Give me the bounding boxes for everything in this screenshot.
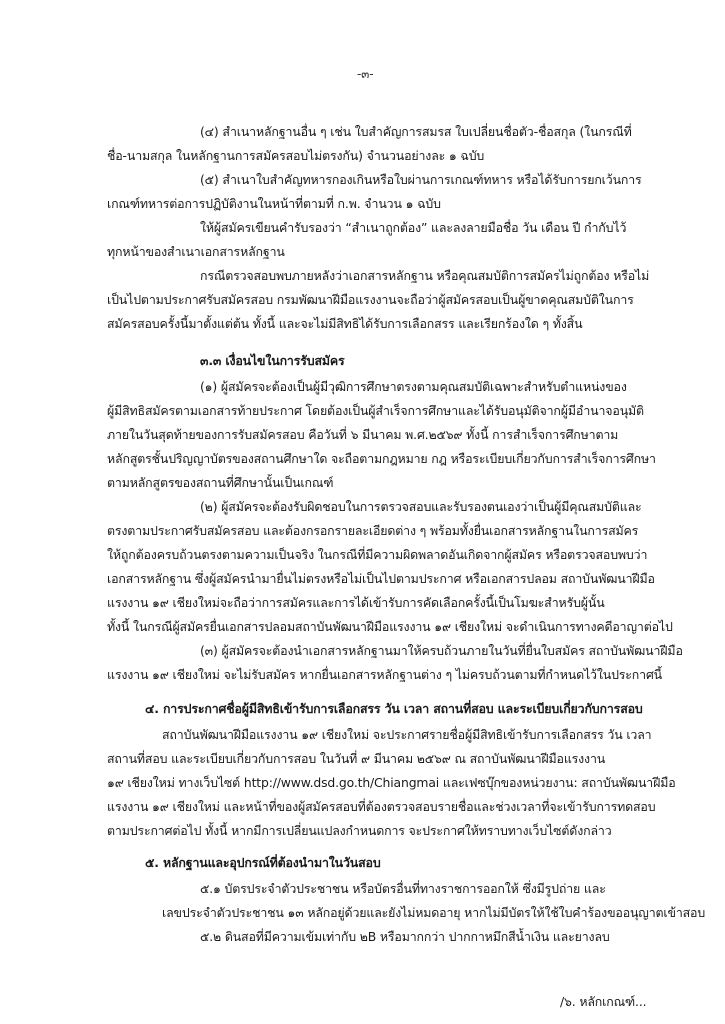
document-line: (๓) ผู้สมัครจะต้องนำเอกสารหลักฐานมาให้ครบถ้วนภายในวันที่ยื่นใบสมัคร สถาบันพัฒนาฝีมือ — [200, 643, 683, 658]
document-line: (๔) สำเนาหลักฐานอื่น ๆ เช่น ใบสำคัญการสมรส ใบเปลี่ยนชื่อตัว-ชื่อสกุล (ในกรณีที่ — [200, 124, 632, 139]
document-line: ตรงตามประกาศรับสมัครสอบ และต้องกรอกรายละเอียดต่าง ๆ พร้อมทั้งยื่นเอกสารหลักฐานในการสมัคร — [107, 523, 639, 538]
document-line: หลักสูตรชั้นปริญญาบัตรของสถานศึกษาใด จะถือตามกฎหมาย กฎ หรือระเบียบเกี่ยวกับการสำเร็จการศึกษา — [107, 451, 656, 466]
document-line: ๕.๑ บัตรประจำตัวประชาชน หรือบัตรอื่นที่ทางราชการออกให้ ซึ่งมีรูปถ่าย และ — [200, 881, 606, 896]
section-heading: ๔. การประกาศชื่อผู้มีสิทธิเข้ารับการเลือกสรร วัน เวลา สถานที่สอบ และระเบียบเกี่ยวกับการสอบ — [145, 701, 643, 716]
document-line: สถานที่สอบ และระเบียบเกี่ยวกับการสอบ ในวันที่ ๙ มีนาคม ๒๕๖๙ ณ สถาบันพัฒนาฝีมือแรงงาน — [107, 751, 606, 766]
document-line: ผู้มีสิทธิสมัครตามเอกสารท้ายประกาศ โดยต้องเป็นผู้สำเร็จการศึกษาและได้รับอนุมัติจากผู้มีอำนาจอนุมัติ — [107, 403, 644, 418]
document-line: ให้ถูกต้องครบถ้วนตรงตามความเป็นจริง ในกรณีที่มีความผิดพลาดอันเกิดจากผู้สมัคร หรือตรวจสอบพบว่า — [107, 547, 648, 562]
section-heading: ๕. หลักฐานและอุปกรณ์ที่ต้องนำมาในวันสอบ — [145, 855, 381, 870]
document-line: แรงงาน ๑๙ เชียงใหม่ จะไม่รับสมัคร หากยื่นเอกสารหลักฐานต่าง ๆ ไม่ครบถ้วนตามที่กำหนดไว้ในประกาศนี้ — [107, 667, 662, 682]
document-line: (๒) ผู้สมัครจะต้องรับผิดชอบในการตรวจสอบและรับรองตนเองว่าเป็นผู้มีคุณสมบัติและ — [200, 499, 642, 514]
document-line: (๑) ผู้สมัครจะต้องเป็นผู้มีวุฒิการศึกษาตรงตามคุณสมบัติเฉพาะสำหรับตำแหน่งของ — [200, 379, 627, 394]
document-line: เป็นไปตามประกาศรับสมัครสอบ กรมพัฒนาฝีมือแรงงานจะถือว่าผู้สมัครสอบเป็นผู้ขาดคุณสมบัติในการ — [107, 292, 634, 307]
document-line: (๕) สำเนาใบสำคัญทหารกองเกินหรือใบผ่านการเกณฑ์ทหาร หรือได้รับการยกเว้นการ — [200, 172, 642, 187]
document-line: ทั้งนี้ ในกรณีผู้สมัครยื่นเอกสารปลอมสถาบันพัฒนาฝีมือแรงงาน ๑๙ เชียงใหม่ จะดำเนินการทางคดีอาญาต่อไป — [107, 619, 673, 634]
document-line: กรณีตรวจสอบพบภายหลังว่าเอกสารหลักฐาน หรือคุณสมบัติการสมัครไม่ถูกต้อง หรือไม่ — [200, 268, 650, 283]
document-line: สมัครสอบครั้งนี้มาตั้งแต่ต้น ทั้งนี้ และจะไม่มีสิทธิได้รับการเลือกสรร และเรียกร้องใด ๆ ทั้งสิ้น — [107, 316, 583, 331]
document-line: เอกสารหลักฐาน ซึ่งผู้สมัครนำมายื่นไม่ตรงหรือไม่เป็นไปตามประกาศ หรือเอกสารปลอม สถาบันพัฒนาฝีมือ — [107, 571, 655, 586]
document-line: แรงงาน ๑๙ เชียงใหม่จะถือว่าการสมัครและการได้เข้ารับการคัดเลือกครั้งนี้เป็นโมฆะสำหรับผู้นั้น — [107, 595, 605, 610]
document-line: ๑๙ เชียงใหม่ ทางเว็บไซต์ http://www.dsd.go.th/Chiangmai และเฟซบุ๊กของหน่วยงาน: สถาบันพัฒนาฝีมือ — [107, 775, 676, 790]
document-line: ๕.๒ ดินสอที่มีความเข้มเท่ากับ ๒B หรือมากกว่า ปากกาหมึกสีน้ำเงิน และยางลบ — [200, 929, 610, 944]
document-line: ให้ผู้สมัครเขียนคำรับรองว่า “สำเนาถูกต้อง” และลงลายมือชื่อ วัน เดือน ปี กำกับไว้ — [200, 220, 627, 235]
section-heading: ๓.๓ เงื่อนไขในการรับสมัคร — [200, 353, 345, 368]
document-line: สถาบันพัฒนาฝีมือแรงงาน ๑๙ เชียงใหม่ จะประกาศรายชื่อผู้มีสิทธิเข้ารับการเลือกสรร วัน เวลา — [162, 727, 652, 742]
page-number: -๓- — [357, 67, 374, 81]
document-line: เลขประจำตัวประชาชน ๑๓ หลักอยู่ด้วยและยังไม่หมดอายุ หากไม่มีบัตรให้ใช้ใบคำร้องขออนุญาตเข้าสอบ — [162, 905, 706, 920]
document-line: เกณฑ์ทหารต่อการปฏิบัติงานในหน้าที่ตามที่ ก.พ. จำนวน ๑ ฉบับ — [107, 196, 441, 211]
document-line: ตามประกาศต่อไป ทั้งนี้ หากมีการเปลี่ยนแปลงกำหนดการ จะประกาศให้ทราบทางเว็บไซต์ดังกล่าว — [107, 823, 612, 838]
document-line: ทุกหน้าของสำเนาเอกสารหลักฐาน — [107, 244, 285, 259]
document-line: ชื่อ-นามสกุล ในหลักฐานการสมัครสอบไม่ตรงกัน) จำนวนอย่างละ ๑ ฉบับ — [107, 148, 485, 163]
document-line: ภายในวันสุดท้ายของการรับสมัครสอบ คือวันที่ ๖ มีนาคม พ.ศ.๒๕๖๙ ทั้งนี้ การสำเร็จการศึกษาตาม — [107, 427, 619, 442]
document-line: ตามหลักสูตรของสถานที่ศึกษานั้นเป็นเกณฑ์ — [107, 475, 334, 490]
footer-continuation: /๖. หลักเกณฑ์... — [560, 994, 647, 1009]
document-line: แรงงาน ๑๙ เชียงใหม่ และหน้าที่ของผู้สมัครสอบที่ต้องตรวจสอบรายชื่อและช่วงเวลาที่จะเข้ารับการทดสอบ — [107, 799, 656, 814]
